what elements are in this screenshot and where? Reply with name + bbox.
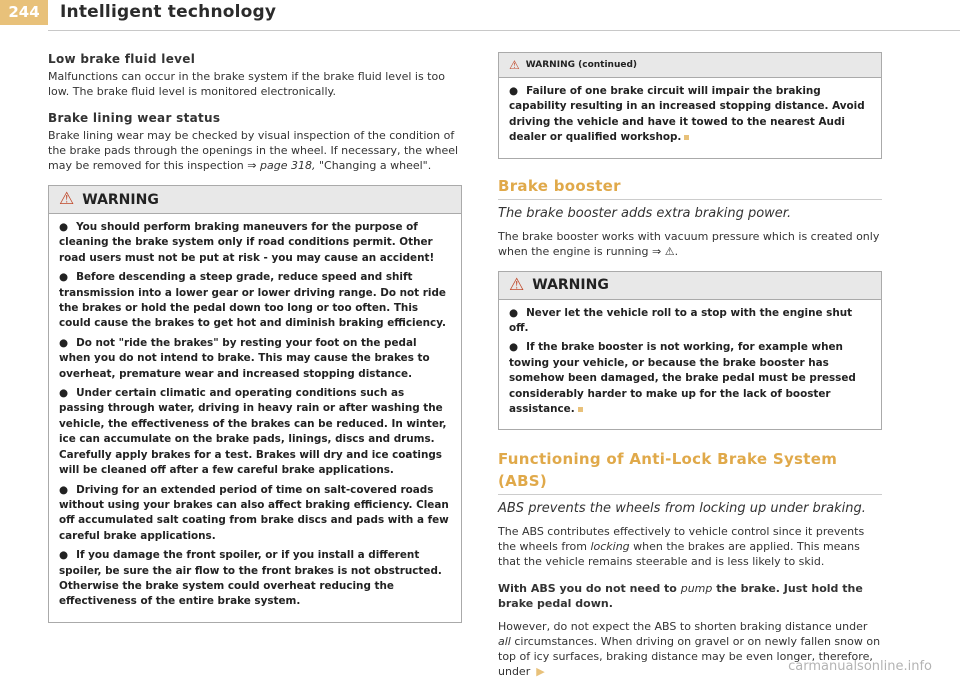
lining-wear-body	[48, 128, 462, 173]
warning-triangle-icon: ⚠	[509, 58, 520, 72]
watermark: carmanualsonline.info	[788, 659, 932, 674]
page-number: 244	[0, 0, 48, 25]
ref-arrow: ⇒	[247, 159, 257, 172]
lining-wear-text: Brake lining wear may be checked by visual inspection of the condition of the brake pads through the openings in the wheel. If necessary, the wheel may be removed for this inspection	[48, 129, 459, 172]
brake-booster-lead: The brake booster adds extra braking power.	[498, 205, 792, 221]
warning-item: ● Never let the vehicle roll to a stop with the engine shut off.	[509, 306, 853, 335]
page-reference-link[interactable]: page 318,	[260, 159, 316, 172]
header-rule	[48, 30, 960, 31]
warning-item: ● Under certain climatic and operating conditions such as passing through water, driving in heavy rain or after washing the vehicle, the effectiveness of the brakes can be reduced. In winter, ice can accumulate on the brake pads, linings, discs and drums. Carefully apply brakes for a test. Brakes will dry and ice coatings will be cleaned off after a few careful brake applications.	[59, 387, 447, 477]
booster-warning-header	[499, 272, 881, 300]
abs-heading-rule	[498, 494, 882, 495]
warning-header	[49, 186, 461, 214]
warning-item: ● Failure of one brake circuit will impair the braking capability resulting in an increased stopping distance. Avoid driving the vehicle and have it towed to the nearest Audi dealer or qualified workshop.	[509, 85, 865, 144]
abs-paragraph-1: The ABS contributes effectively to vehicle control since it prevents the wheels from locking when the brakes are applied. This means that the vehicle remains steerable and is less likely to skid.	[498, 525, 865, 569]
right-column	[498, 52, 882, 691]
brake-fluid-body: Malfunctions can occur in the brake system if the brake fluid level is too low. The brake fluid level is monitored electronically.	[48, 70, 445, 98]
booster-warning-box	[498, 271, 882, 431]
end-of-section-marker	[684, 135, 689, 140]
warning-continued-body	[499, 78, 881, 158]
lining-wear-heading: Brake lining wear status	[48, 111, 221, 125]
brake-booster-body: The brake booster works with vacuum pressure which is created only when the engine is running ⇒ ⚠.	[498, 229, 880, 258]
warning-triangle-icon: ⚠	[509, 274, 525, 295]
abs-paragraph-3: However, do not expect the ABS to shorten braking distance under all circumstances. When driving on gravel or on newly fallen snow on top of icy surfaces, braking distance may be even longer, therefore, under ▶	[498, 620, 881, 679]
abs-paragraph-2: With ABS you do not need to pump the brake. Just hold the brake pedal down.	[498, 582, 863, 611]
abs-lead: ABS prevents the wheels from locking up under braking.	[498, 501, 866, 517]
warning-item: ● Do not "ride the brakes" by resting your foot on the pedal when you do not intend to brake. This may cause the brakes to overheat, premature wear and increased stopping distance.	[59, 336, 430, 380]
booster-warning-body	[499, 300, 881, 430]
left-column	[48, 52, 462, 641]
page-header-title: Intelligent technology	[60, 2, 277, 22]
warning-continued-title: WARNING (continued)	[525, 60, 638, 70]
abs-heading: Functioning of Anti-Lock Brake System (ABS)	[498, 450, 838, 491]
brake-fluid-heading: Low brake fluid level	[48, 52, 196, 66]
ref-tail: "Changing a wheel".	[318, 159, 432, 172]
brake-booster-heading: Brake booster	[498, 177, 882, 200]
warning-item: ● If you damage the front spoiler, or if you install a different spoiler, be sure the air flow to the front brakes is not obstructed. Otherwise the brake system could overheat reducing the effectiveness of the entire brake system.	[59, 549, 442, 608]
warning-item: ● Driving for an extended period of time on salt-covered roads without using your brakes can also affect braking efficiency. Clean off accumulated salt coating from brake discs and pads with a few careful brake applications.	[59, 483, 449, 542]
warning-box	[48, 185, 462, 623]
warning-item: ● Before descending a steep grade, reduce speed and shift transmission into a lower gear or lower driving range. Do not ride the brakes or hold the pedal down too long or too often. This could cause the brakes to get hot and diminish braking efficiency.	[59, 271, 446, 330]
warning-item: ● If the brake booster is not working, for example when towing your vehicle, or because the brake booster has somehow been damaged, the brake pedal must be pressed considerably harder to make up for the lack of booster assistance.	[509, 341, 856, 416]
warning-reference[interactable]: ⇒ ⚠.	[652, 244, 679, 258]
booster-warning-title: WARNING	[532, 277, 609, 294]
warning-item: ● You should perform braking maneuvers for the purpose of cleaning the brake system only if road conditions permit. Other road users must not be put at risk - you may cause an accident!	[59, 221, 435, 264]
warning-triangle-icon: ⚠	[59, 189, 75, 209]
warning-continued-header	[499, 53, 881, 78]
continue-arrow-icon: ▶	[536, 665, 545, 679]
warning-body	[49, 214, 461, 622]
warning-continued-box	[498, 52, 882, 159]
end-of-section-marker	[578, 407, 583, 412]
warning-title: WARNING	[82, 191, 159, 208]
